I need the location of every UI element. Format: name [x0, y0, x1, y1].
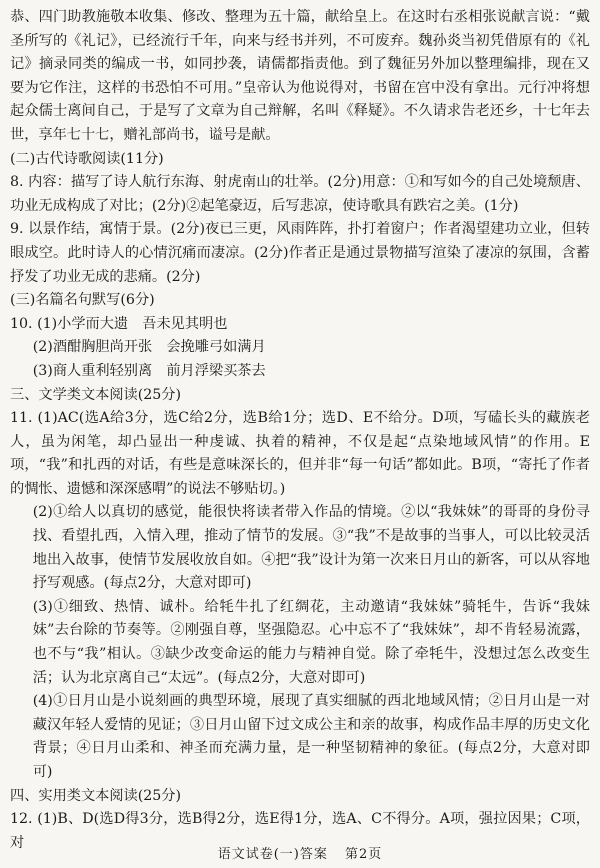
answer-11-1: 11. (1)AC(选A给3分，选C给2分，选B给1分；选D、E不给分。D项，写磕长头的藏族老人，虽为闲笔，却凸显出一种虔诚、执着的精神，不仅是起“点染地域风情”的作用。E项，“我”和扎西的对话，有些是意味深长的，但并非“每一句话”都如此。B项，“寄托了作者的惆怅、遗憾和深深感喟”的说法不够贴切。)	[10, 410, 590, 497]
answer-8: 8. 内容：描写了诗人航行东海、射虎南山的壮举。(2分)用意：①和写如今的自己处境颓唐、功业无成构成了对比；(2分)②起笔豪迈，后写悲凉，使诗歌具有跌宕之美。(1分)	[10, 174, 590, 214]
answer-10-3: (3)商人重利轻别离 前月浮梁买茶去	[32, 362, 266, 379]
page-footer	[0, 843, 600, 862]
answer-11-2: (2)①给人以真切的感觉，能很快将读者带入作品的情境。②以“我妹妹”的哥哥的身份寻找、看望扎西，入情入理，推动了情节的发展。③“我”不是故事的当事人，可以比较灵活地出入故事，使情节发展收放自如。④把“我”设计为第一次来日月山的新客，可以从容地抒写观感。(每点2分，大意对即可)	[32, 504, 590, 592]
answer-10-2: (2)酒酣胸胆尚开张 会挽雕弓如满月	[32, 339, 266, 356]
section-heading-practical: 四、实用类文本阅读(25分)	[10, 787, 181, 804]
section-heading-literature: 三、文学类文本阅读(25分)	[10, 386, 181, 403]
passage-translation-end: 恭、四门助教施敬本收集、修改、整理为五十篇，献给皇上。在这时右丞相张说献言说：“戴圣所写的《礼记》，已经流行千年，向来与经书并列，不可废弃。魏孙炎当初凭借原有的《礼记》摘录同类的编成一书，如同抄袭，请儒都指责他。到了魏征另外加以整理编排，现在又要为它作注，这样的书恐怕不可用。”皇帝认为他说得对，书留在宫中没有拿出。元行冲将想起众儒士离间自己，于是写了文章为自己辩解，名叫《释疑》。不久请求告老还乡，十七年去世，享年七十七，赠礼部尚书，谥号是献。	[10, 9, 590, 143]
footer-title: 语文试卷(一)答案	[217, 847, 328, 862]
answer-11-4: (4)①日月山是小说刻画的典型环境，展现了真实细腻的西北地域风情；②日月山是一对藏汉年轻人爱情的见证；③日月山留下过文成公主和亲的故事，构成作品丰厚的历史文化背景；④日月山柔和、神圣而充满力量，是一种坚韧精神的象征。(每点2分，大意对即可)	[32, 693, 590, 780]
answer-10-1: 10. (1)小学而大遗 吾未见其明也	[10, 315, 228, 332]
answer-9: 9. 以景作结，寓情于景。(2分)夜已三更，风雨阵阵，扑打着窗户；作者渴望建功立业，但转眼成空。此时诗人的心情沉痛而凄凉。(2分)作者正是通过景物描写渲染了凄凉的氛围，含蓄抒发了功业无成的悲痛。(2分)	[10, 221, 590, 285]
footer-page-number: 第2页	[345, 847, 383, 862]
section-heading-dictation: (三)名篇名句默写(6分)	[10, 292, 155, 309]
answer-11-3: (3)①细致、热情、诚朴。给牦牛扎了红绸花，主动邀请“我妹妹”骑牦牛，告诉“我妹妹”去台除的节奏等。②刚强自尊，坚强隐忍。心中忘不了“我妹妹”，却不肯轻易流露，也不与“我”相认。③缺少改变命运的能力与精神自觉。除了牵牦牛，没想过怎么改变生活；认为北京离自己“太远”。(每点2分，大意对即可)	[32, 598, 590, 686]
section-heading-poetry: (二)古代诗歌阅读(11分)	[10, 150, 164, 167]
answer-12-1: 12. (1)B、D(选D得3分，选B得2分，选E得1分，选A、C不得分。A项，强拉因果；C项，对	[10, 811, 590, 851]
